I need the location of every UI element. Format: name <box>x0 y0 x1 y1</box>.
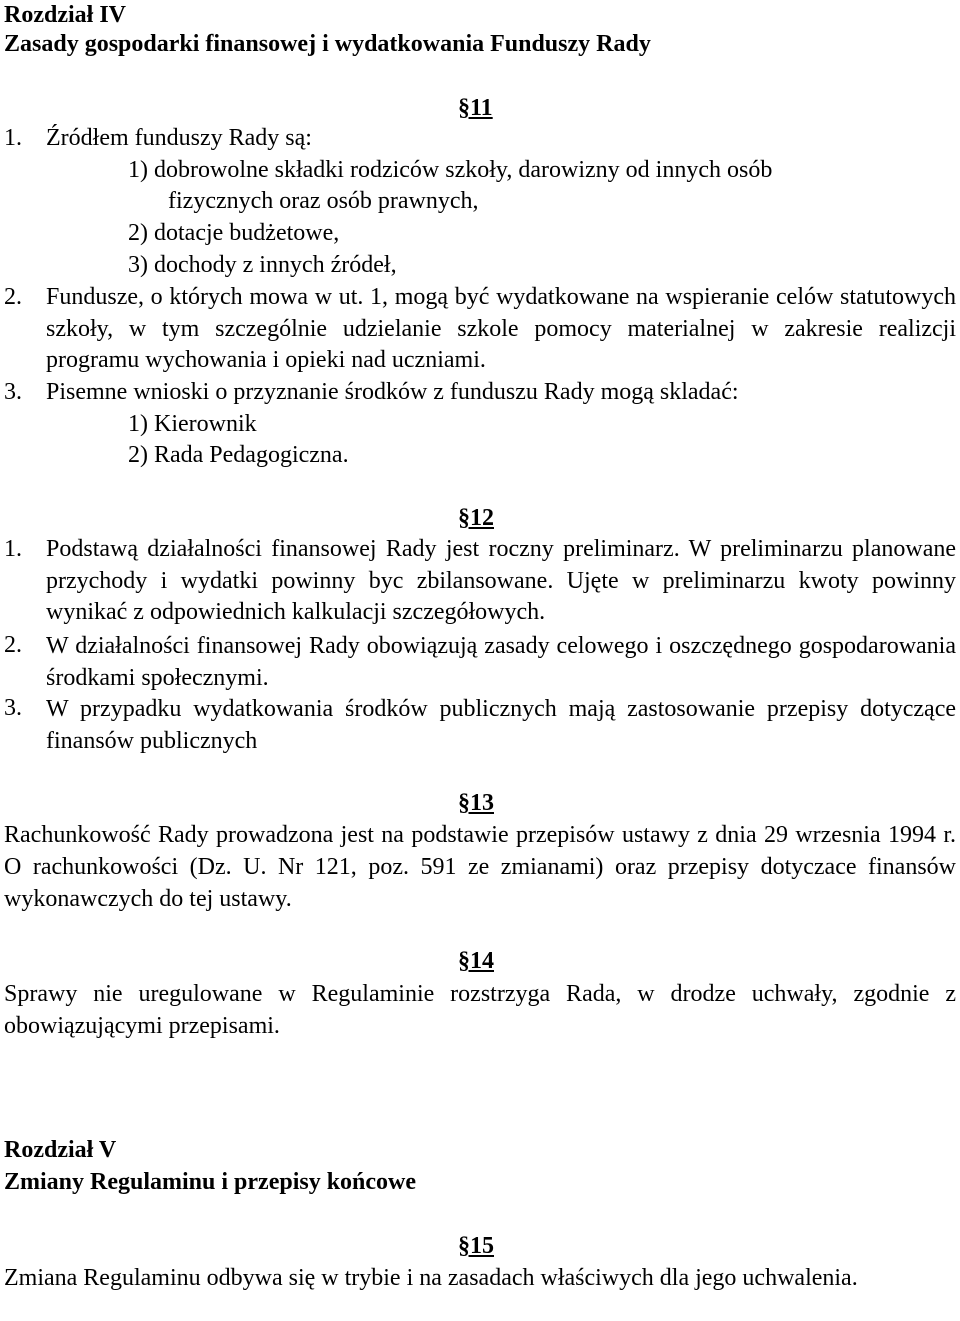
item-text: Źródłem funduszy Rady są: <box>46 125 312 151</box>
item-number: 1. <box>4 536 22 562</box>
subitem-text: 2) Rada Pedagogiczna. <box>128 442 349 468</box>
item-number: 1. <box>4 125 22 151</box>
section-heading: §11 <box>458 95 493 121</box>
subitem-text: 1) dobrowolne składki rodziców szkoły, darowizny od innych osób <box>128 157 773 183</box>
subitem-text: 2) dotacje budżetowe, <box>128 220 340 246</box>
item-text: Fundusze, o których mowa w ut. 1, mogą być wydatkowane na wspieranie celów statutowych szkoły, w tym szczególnie udzielanie szkole pomocy materialnej w zakresie realizcji programu wychowania i opieki nad uczniami. <box>46 284 956 373</box>
item-number: 2. <box>4 284 22 310</box>
item-number: 2. <box>4 632 22 658</box>
subitem-text: 3) dochody z innych źródeł, <box>128 252 397 278</box>
item-text: W przypadku wydatkowania środków publicznych mają zastosowanie przepisy dotyczące finansów publicznych <box>46 696 956 754</box>
section-text: Rachunkowość Rady prowadzona jest na podstawie przepisów ustawy z dnia 29 wrzesnia 1994 r. O rachunkowości (Dz. U. Nr 121, poz. 591 ze zmianami) oraz przepisy dotyczace finansów wykonawczych do tej ustawy. <box>4 822 956 912</box>
chapter-subtitle: Zmiany Regulaminu i przepisy końcowe <box>4 1169 417 1195</box>
chapter-title: Rozdział IV <box>4 2 126 28</box>
chapter-subtitle: Zasady gospodarki finansowej i wydatkowania Funduszy Rady <box>4 31 651 57</box>
section-text: Sprawy nie uregulowane w Regulaminie rozstrzyga Rada, w drodze uchwały, zgodnie z obowiązującymi przepisami. <box>4 981 956 1039</box>
section-heading: §13 <box>458 790 494 816</box>
chapter-title: Rozdział V <box>4 1137 117 1163</box>
section-heading: §15 <box>458 1233 494 1259</box>
item-number: 3. <box>4 695 22 721</box>
item-text: Podstawą działalności finansowej Rady jest roczny preliminarz. W preliminarzu planowane przychody i wydatki powinny byc zbilansowane. Ujęte w preliminarzu kwoty powinny wynikać z odpowiednich kalkulacji szczegółowych. <box>46 536 956 625</box>
section-heading: §12 <box>458 505 494 531</box>
item-text: Pisemne wnioski o przyznanie środków z funduszu Rady mogą skladać: <box>46 379 739 405</box>
item-text: W działalności finansowej Rady obowiązują zasady celowego i oszczędnego gospodarowania środkami społecznymi. <box>46 633 956 691</box>
subitem-continuation: fizycznych oraz osób prawnych, <box>168 188 479 214</box>
subitem-text: 1) Kierownik <box>128 411 257 437</box>
section-text: Zmiana Regulaminu odbywa się w trybie i na zasadach właściwych dla jego uchwalenia. <box>4 1265 858 1291</box>
item-number: 3. <box>4 379 22 405</box>
section-heading: §14 <box>458 948 494 974</box>
